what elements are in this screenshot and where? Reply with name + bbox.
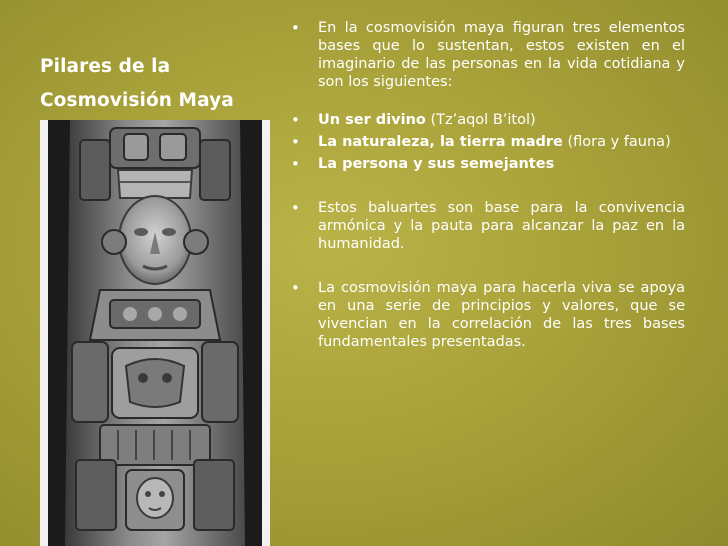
title-line-1: Pilares de la [40, 56, 171, 77]
bullet-ser-divino-bold: Un ser divino [318, 112, 426, 128]
bullet-intro-text: En la cosmovisión maya figuran tres elementos bases que lo sustentan, estos existen en el imaginario de las personas en la vida cotidiana y son los siguientes: [318, 20, 685, 90]
bullet-naturaleza-bold: La naturaleza, la tierra madre [318, 134, 563, 150]
bullet-naturaleza-rest: (flora y fauna) [562, 134, 671, 150]
bullet-persona-bold: La persona y sus semejantes [318, 156, 555, 172]
bullet-baluartes-text: Estos baluartes son base para la convivencia armónica y la pauta para alcanzar la paz en la humanidad. [318, 200, 685, 252]
slide-title [40, 50, 270, 118]
bullet-principios [290, 279, 685, 351]
bullet-principios-text: La cosmovisión maya para hacerla viva se apoya en una serie de principios y valores, que se vivencian en la correlación de las tres bases fundamentales presentadas. [318, 280, 685, 350]
bullet-naturaleza [290, 133, 685, 151]
content-area [290, 19, 685, 351]
bullet-persona [290, 155, 685, 173]
bullet-list [290, 19, 685, 351]
bullet-intro [290, 19, 685, 91]
bullet-ser-divino-rest: (Tz’aqol B’itol) [425, 112, 536, 128]
maya-stela-photo [40, 120, 270, 546]
bullet-ser-divino [290, 111, 685, 129]
title-line-2: Cosmovisión Maya [40, 90, 234, 111]
stela-illustration [40, 120, 270, 546]
bullet-baluartes [290, 199, 685, 253]
